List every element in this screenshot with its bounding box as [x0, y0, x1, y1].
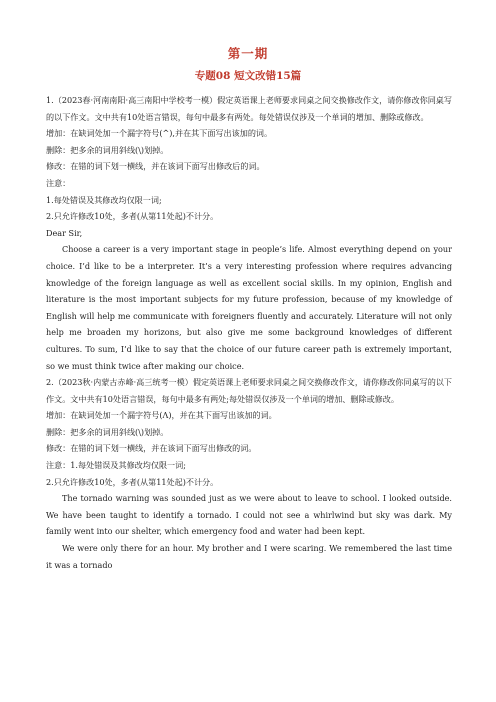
q1-intro: 1.（2023春·河南南阳·高三南阳中学校考一模）假定英语课上老师要求同桌之间交换修改作文，请你修改你同桌写的以下作文。文中共有10处语言错误，每句中最多有两处。每处错误仅涉及一个单词的增加、删除或修改。 — [46, 95, 452, 122]
q2-paragraph-1: The tornado warning was sounded just as we were about to leave to school. I looked outside. We have been taught to identify a tornado. I could not see a whirlwind but sky was dark. My family went into our shelter, which emergency food and water had been kept. — [46, 493, 452, 537]
q2-add-rule: 增加：在缺词处加一个漏字符号(Ʌ)，并在其下面写出该加的词。 — [46, 410, 277, 421]
q1-salutation: Dear Sir, — [46, 227, 83, 238]
q2-intro: 2.（2023秋·内蒙古赤峰·高三统考一模）假定英语课上老师要求同桌之间交换修改作文，请你修改你同桌写的以下作文。文中共有10处语言错误，每句中最多有两处;每处错误仅涉及一个单词的增加、删除或修改。 — [46, 377, 452, 404]
q1-passage: Choose a career is a very important stage in people’s life. Almost everything depend on your choice. I’d like to be a interpreter. It’s a very interesting profession where requires advancing knowledge of the foreign language as well as excellent social skills. In my opinion, English and literature is the most important subjects for my future profession, because of my knowledge of English will help me communicate with foreigners fluently and accurately. Literature will not only help me broaden my horizons, but also give me some background knowledges of different cultures. To sum, I’d like to say that the choice of our future career path is extremely important, so we must think twice after making our choice. — [46, 244, 452, 371]
q1-note-1: 1.每处错误及其修改均仅限一词; — [46, 194, 162, 205]
q2-paragraph-2: We were only there for an hour. My brother and I were scaring. We remembered the last time it was a tornado — [46, 543, 452, 570]
q2-note-2: 2.只允许修改10处，多者(从第11处起)不计分。 — [46, 476, 219, 487]
q1-modify-rule: 修改：在错的词下划一横线，并在该词下面写出修改后的词。 — [46, 161, 265, 172]
q1-add-rule: 增加：在缺词处加一个漏字符号(^),并在其下面写出该加的词。 — [46, 128, 273, 139]
page-subtitle: 专题08 短文改错15篇 — [194, 70, 302, 82]
q1-delete-rule: 删除：把多余的词用斜线(\)划掉。 — [46, 144, 169, 155]
q2-note-1: 注意：1.每处错误及其修改均仅限一词; — [46, 460, 186, 471]
document-body — [46, 92, 452, 573]
page-title: 第一期 — [227, 46, 269, 61]
q1-note-2: 2.只允许修改10处，多者(从第11处起)不计分。 — [46, 211, 219, 222]
q1-notes-label: 注意： — [46, 177, 71, 188]
q2-delete-rule: 删除：把多余的词用斜线(\)划掉。 — [46, 426, 169, 437]
q2-modify-rule: 修改：在错的词下划一横线，并在该词下面写出修改的词。 — [46, 443, 257, 454]
